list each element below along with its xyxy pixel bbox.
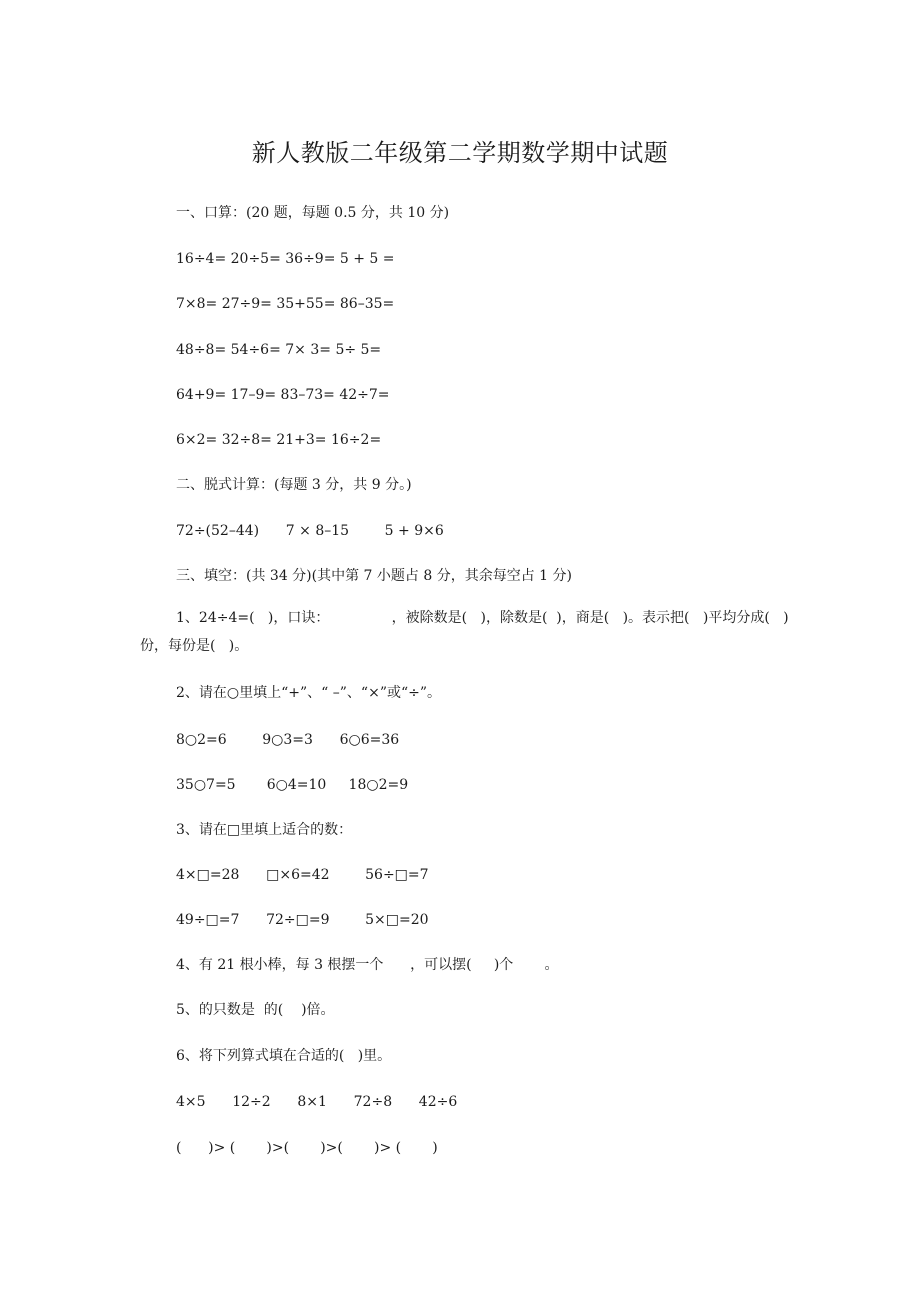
question-3-row-1: 4×□=28 □×6=42 56÷□=7	[176, 867, 429, 883]
oral-calc-row-5: 6×2= 32÷8= 21+3= 16÷2=	[176, 432, 382, 448]
question-6: 6、将下列算式填在合适的( )里。	[176, 1048, 392, 1064]
question-2-row-1: 8○2=6 9○3=3 6○6=36	[176, 732, 400, 748]
question-2: 2、请在○里填上“+”、“ –”、“×”或“÷”。	[176, 685, 442, 701]
oral-calc-row-2: 7×8= 27÷9= 35+55= 86–35=	[176, 296, 395, 312]
question-5: 5、的只数是 的( )倍。	[176, 1002, 335, 1018]
section-3-heading: 三、填空：(共 34 分)(其中第 7 小题占 8 分，其余每空占 1 分)	[176, 568, 572, 584]
question-3: 3、请在□里填上适合的数：	[176, 822, 353, 838]
question-4: 4、有 21 根小棒，每 3 根摆一个 ，可以摆( )个 。	[176, 957, 559, 973]
section-2-heading: 二、脱式计算：(每题 3 分，共 9 分。)	[176, 477, 412, 493]
question-3-row-2: 49÷□=7 72÷□=9 5×□=20	[176, 912, 429, 928]
section-1-heading: 一、口算：(20 题，每题 0.5 分，共 10 分)	[176, 205, 450, 221]
oral-calc-row-3: 48÷8= 54÷6= 7× 3= 5÷ 5=	[176, 342, 382, 358]
question-6-expressions: 4×5 12÷2 8×1 72÷8 42÷6	[176, 1094, 458, 1110]
page-title: 新人教版二年级第二学期数学期中试题	[251, 139, 669, 167]
step-calc-row: 72÷(52–44) 7 × 8–15 5 + 9×6	[176, 523, 444, 539]
question-6-blanks: ( )> ( )>( )>( )> ( )	[176, 1140, 438, 1156]
question-2-row-2: 35○7=5 6○4=10 18○2=9	[176, 777, 409, 793]
oral-calc-row-1: 16÷4= 20÷5= 36÷9= 5 + 5 =	[176, 251, 395, 267]
question-1: 1、24÷4=( )，口诀： ，被除数是( )，除数是( )，商是( )。表示把( )平均分成( )份，每份是( )。	[140, 610, 789, 654]
oral-calc-row-4: 64+9= 17–9= 83–73= 42÷7=	[176, 387, 390, 403]
